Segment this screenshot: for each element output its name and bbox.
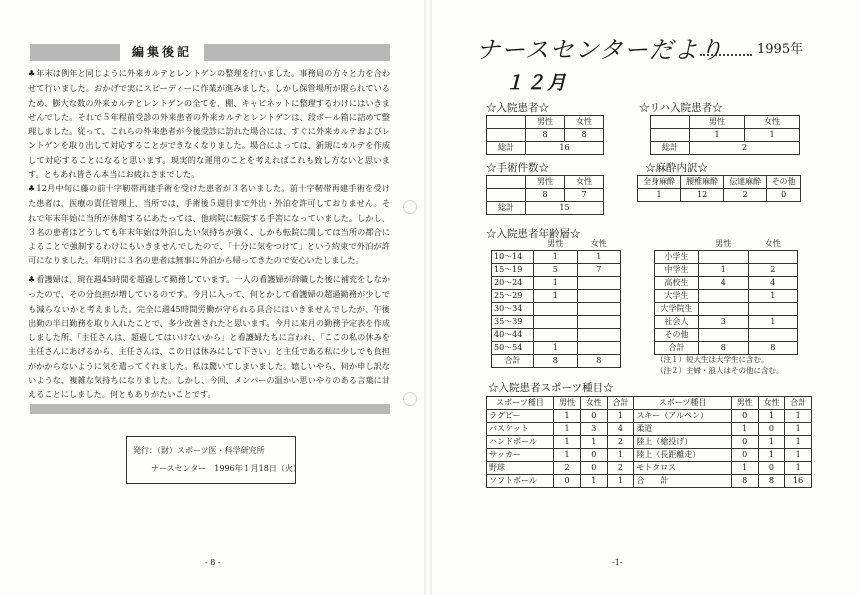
table-cell: 陸上（長距離走） [634,449,732,462]
punch-hole [403,200,417,214]
table-cell: 8 [565,129,604,142]
table-cell [487,176,526,189]
table-cell: 陸上（槍投げ） [634,436,732,449]
surgery-title: ☆手術件数☆ [486,162,549,174]
age-table [491,238,621,368]
table-cell [748,303,798,316]
table-row [655,277,798,290]
table-cell: スポーツ種目 [634,397,732,410]
occupation-note-2: （注２）主婦・浪人はその他に含む。 [656,366,784,375]
occupation-table [654,238,798,355]
table-cell: 社会人 [655,316,699,329]
table-cell: 2 [748,264,798,277]
publisher-box [126,436,301,484]
table-cell: 合 計 [634,475,732,488]
table-cell: 1 [731,462,758,475]
table-row [487,423,812,436]
table-cell [651,116,690,129]
table-cell: 1 [554,423,581,436]
table-cell: 4 [699,277,749,290]
table-cell: 0 [731,410,758,423]
sports-title: ☆入院患者スポーツ種目☆ [488,382,614,394]
table-cell [577,303,621,316]
table-cell [699,290,749,303]
newsletter-month: １２月 [505,72,569,94]
table-cell: スポーツ種目 [487,397,554,410]
table-cell: 合計 [785,397,812,410]
table-cell: 1 [580,475,607,488]
table-cell: 16 [785,475,812,488]
table-cell [699,329,749,342]
table-row [492,303,621,316]
table-cell: 0 [580,462,607,475]
table-cell: 1 [554,449,581,462]
table-cell: 8 [526,129,565,142]
table-row [492,329,621,342]
table-row [638,176,801,189]
table-cell: 男性 [715,239,732,248]
table-cell: 1 [745,129,800,142]
table-row [487,449,812,462]
table-cell: 0 [767,189,801,202]
table-row [638,189,801,202]
table-cell: 総計 [651,142,690,155]
table-cell: 2 [607,436,634,449]
editorial-paragraph-2: ♣12月中旬に藤の前十字靭帯再建手術を受けた患者が３名いました。前十字靭帯再建手術を受けた患者は、医療の責任管理上、当所では、手術後５週目まで外出・外泊を許可しておりません。それで年末年始に当所が休館するにあたっては、他病院に転院する手筈になっていました。しかし、３名の患者はどうしても年末年始は外泊したい気持ちが強く、しかも転院に関しては当所の都合によることで強制するわけにもいきませんでしたので、「十分に気をつけて」という約束で外泊が許可になりました。年明けに３名の患者は無事に外泊から帰ってきたので安心いたしました。 [28,183,391,266]
table-cell: 1 [699,264,749,277]
occupation-note-1: （注１）短大生は大学生に含む。 [656,355,769,364]
surgery-table [486,175,604,215]
table-cell: 1 [758,436,785,449]
table-cell: 中学生 [655,264,699,277]
table-row [651,129,800,142]
table-cell: 男性 [526,116,565,129]
publication-date-line: ナースセンター 1996年１月18日（火） [151,464,301,473]
sports-table [486,396,812,488]
table-row [492,342,621,355]
masthead-dotted-rule [700,54,752,57]
punch-hole [403,392,417,406]
table-cell: 男性 [690,116,745,129]
table-cell: 1 [554,436,581,449]
table-row [487,462,812,475]
table-cell: 1 [785,449,812,462]
table-row [655,329,798,342]
table-cell: 15～19 [492,264,534,277]
table-cell [655,238,699,251]
table-cell: 合計 [607,397,634,410]
table-cell: 2 [690,142,800,155]
club-bullet-icon: ♣ [28,69,36,78]
club-bullet-icon: ♣ [28,184,36,193]
table-cell: 8 [577,355,621,368]
table-cell: 1 [785,462,812,475]
table-cell: 20～24 [492,277,534,290]
table-cell: 50～54 [492,342,534,355]
table-row [487,129,604,142]
table-cell: その他 [767,176,801,189]
table-cell [534,329,578,342]
left-page [0,0,424,595]
table-row [651,116,800,129]
table-cell: ソフトボール [487,475,554,488]
table-cell [748,329,798,342]
table-cell: 合計 [492,355,534,368]
table-row [492,316,621,329]
table-cell: 女性 [590,239,607,248]
table-cell: 4 [748,277,798,290]
left-page-number: - 8 - [205,558,221,567]
newsletter-year: 1995年 [757,42,804,57]
table-cell: 女性 [565,176,604,189]
table-cell: 8 [699,342,749,355]
table-row [655,303,798,316]
club-bullet-icon: ♣ [28,275,36,284]
table-cell [577,329,621,342]
table-row [655,316,798,329]
table-cell: 1 [534,277,578,290]
table-cell [577,277,621,290]
right-page-number: -1- [612,558,623,567]
table-cell: 腰椎麻酔 [681,176,724,189]
table-cell: 30～34 [492,303,534,316]
table-cell: 女性 [580,397,607,410]
table-cell: 大学院生 [655,303,699,316]
table-row [492,264,621,277]
table-cell [748,251,798,264]
table-cell: 合計 [655,342,699,355]
table-cell: 8 [526,189,565,202]
table-row [487,436,812,449]
anesthesia-title: ☆麻酔内訳☆ [645,162,708,174]
table-cell: 総計 [487,142,526,155]
table-row [487,142,604,155]
table-cell: 小学生 [655,251,699,264]
table-cell: バスケット [487,423,554,436]
table-row [487,202,604,215]
table-row [487,475,812,488]
newsletter-masthead: ナースセンターだより [476,36,724,64]
table-cell: 1 [785,410,812,423]
table-cell: 1 [580,436,607,449]
table-cell: 総計 [487,202,526,215]
table-cell: その他 [655,329,699,342]
table-cell: 8 [748,342,798,355]
table-cell [577,316,621,329]
table-cell [699,303,749,316]
table-cell: 1 [607,449,634,462]
table-row [492,277,621,290]
rehab-title: ☆リハ入院患者☆ [639,102,723,114]
table-row [492,355,621,368]
inpatients-title: ☆入院患者☆ [486,102,549,114]
table-row [492,290,621,303]
table-cell [487,189,526,202]
table-cell: 1 [748,290,798,303]
table-row [492,238,621,251]
table-cell: 1 [638,189,681,202]
table-cell: 0 [580,449,607,462]
table-cell [487,116,526,129]
table-cell: 柔道 [634,423,732,436]
table-cell [534,316,578,329]
table-cell [492,238,534,251]
table-cell [487,129,526,142]
editorial-paragraph-1: ♣年末は例年と同じように外来カルテとレントゲンの整理を行いました。事務局の方々と力を合わせて行いました。おかげで実にスピーディーに作業が進みました。しかし保管場所が限られているため、膨大な数の外来カルテとレントゲンの全てを、棚、キャビネットに整理するわけにはいきませんでした。それで５年程前受診の外来患者の外来カルテとレントゲンは、段ボール箱に詰めて整理しました。従って、これらの外来患者が今後受診に訪れた場合には、すぐに外来カルテおよびレントゲンを取り出して対応することができなくなりました。場合によっては、新規にカルテを作成して対応することになると思います。現実的な運用のことを考えればこれも致し方ないと思います。ともあれ皆さん本当にお疲れさまでした。 [28,68,391,180]
table-cell: 男性 [731,397,758,410]
rehab-table [650,115,800,155]
table-cell: 8 [731,475,758,488]
table-cell: 12 [681,189,724,202]
table-cell: 25～29 [492,290,534,303]
table-cell: 16 [526,142,604,155]
table-cell: ハンドボール [487,436,554,449]
table-cell: 0 [554,475,581,488]
table-cell: 15 [526,202,604,215]
table-row [487,116,604,129]
table-cell: モトクロス [634,462,732,475]
table-cell: 1 [785,436,812,449]
table-row [655,251,798,264]
table-cell: 2 [554,462,581,475]
table-cell: ラグビー [487,410,554,423]
table-cell [577,342,621,355]
table-cell: 1 [758,449,785,462]
table-cell: 4 [607,423,634,436]
table-cell: 高校生 [655,277,699,290]
table-cell: 0 [731,436,758,449]
table-cell: 1 [534,342,578,355]
table-cell: 伝達麻酔 [724,176,767,189]
table-row [655,264,798,277]
table-cell: 女性 [764,239,781,248]
table-cell: 0 [731,449,758,462]
age-title: ☆入院患者年齢層☆ [486,228,581,240]
table-cell: 1 [690,129,745,142]
table-row [487,397,812,410]
table-row [492,251,621,264]
editorial-header-bar [30,44,390,61]
table-cell: 7 [577,264,621,277]
table-cell: スキー（アルペン） [634,410,732,423]
table-cell: 0 [580,410,607,423]
table-cell [651,129,690,142]
table-cell: 男性 [526,176,565,189]
table-cell: サッカー [487,449,554,462]
table-cell: 3 [580,423,607,436]
publisher-line: 発行：（財）スポーツ医・科学研究所 [133,446,265,455]
table-cell [534,303,578,316]
table-row [655,290,798,303]
inpatients-table [486,115,604,155]
table-cell: 1 [534,251,578,264]
table-cell: 1 [758,410,785,423]
table-row [655,238,798,251]
table-cell [577,290,621,303]
table-cell: 0 [758,423,785,436]
table-cell: 女性 [565,116,604,129]
table-cell: 1 [534,290,578,303]
table-cell: 女性 [745,116,800,129]
table-cell: 3 [699,316,749,329]
table-row [487,176,604,189]
table-cell [699,251,749,264]
table-cell: 野球 [487,462,554,475]
table-cell: 7 [565,189,604,202]
table-cell: 1 [577,251,621,264]
table-row [655,342,798,355]
table-cell: 5 [534,264,578,277]
table-cell: 1 [607,475,634,488]
table-row [651,142,800,155]
table-cell: 1 [748,316,798,329]
editorial-paragraph-3: ♣看護婦は、現在週45時間を超過して勤務しています。一人の看護婦が辞職した後に補充をしなかったので、その分負担が増しているのです。今月に入って、何とかして看護婦の超過勤務が少しでも減らないかと考えました。完全に週45時間労働が守られる具合にはいきませんでしたが、午後出勤の半日勤務を取り入れたことで、多少改善されたと思います。今月に来月の勤務予定表を作成しました所、「主任さんは、超過してはいけないから」と看護婦たちに言われ、「ここの私の休みを主任さんにあげるから、主任さんは、この日は休みにして下さい」と主任である私に少しでも負担がかからないように気を遣ってくれました。私は驚いてしまいました。嬉しいやら、何か申し訳ないような、複雑な気持ちになりました。しかし、今回、メンバーの温かい思いやりのある言葉に甘えることにしました。何ともありがたいことです。 [28,274,391,400]
anesthesia-table [637,175,801,202]
table-row [487,410,812,423]
table-cell: 大学生 [655,290,699,303]
table-cell: 1 [731,423,758,436]
table-cell: 男性 [547,239,564,248]
table-cell: 10～14 [492,251,534,264]
table-cell: 1 [554,410,581,423]
table-cell: 8 [758,475,785,488]
table-cell: 2 [724,189,767,202]
table-cell: 8 [534,355,578,368]
table-cell: 1 [785,423,812,436]
book-gutter [424,0,432,595]
table-cell: 女性 [758,397,785,410]
table-cell: 1 [607,410,634,423]
table-row [487,189,604,202]
table-cell: 男性 [554,397,581,410]
table-cell: 0 [758,462,785,475]
table-cell: 35～39 [492,316,534,329]
table-cell: 40～44 [492,329,534,342]
editorial-footer-bar [30,404,390,414]
table-cell: 全身麻酔 [638,176,681,189]
table-cell: 2 [607,462,634,475]
editorial-title: 編集後記 [120,44,204,61]
